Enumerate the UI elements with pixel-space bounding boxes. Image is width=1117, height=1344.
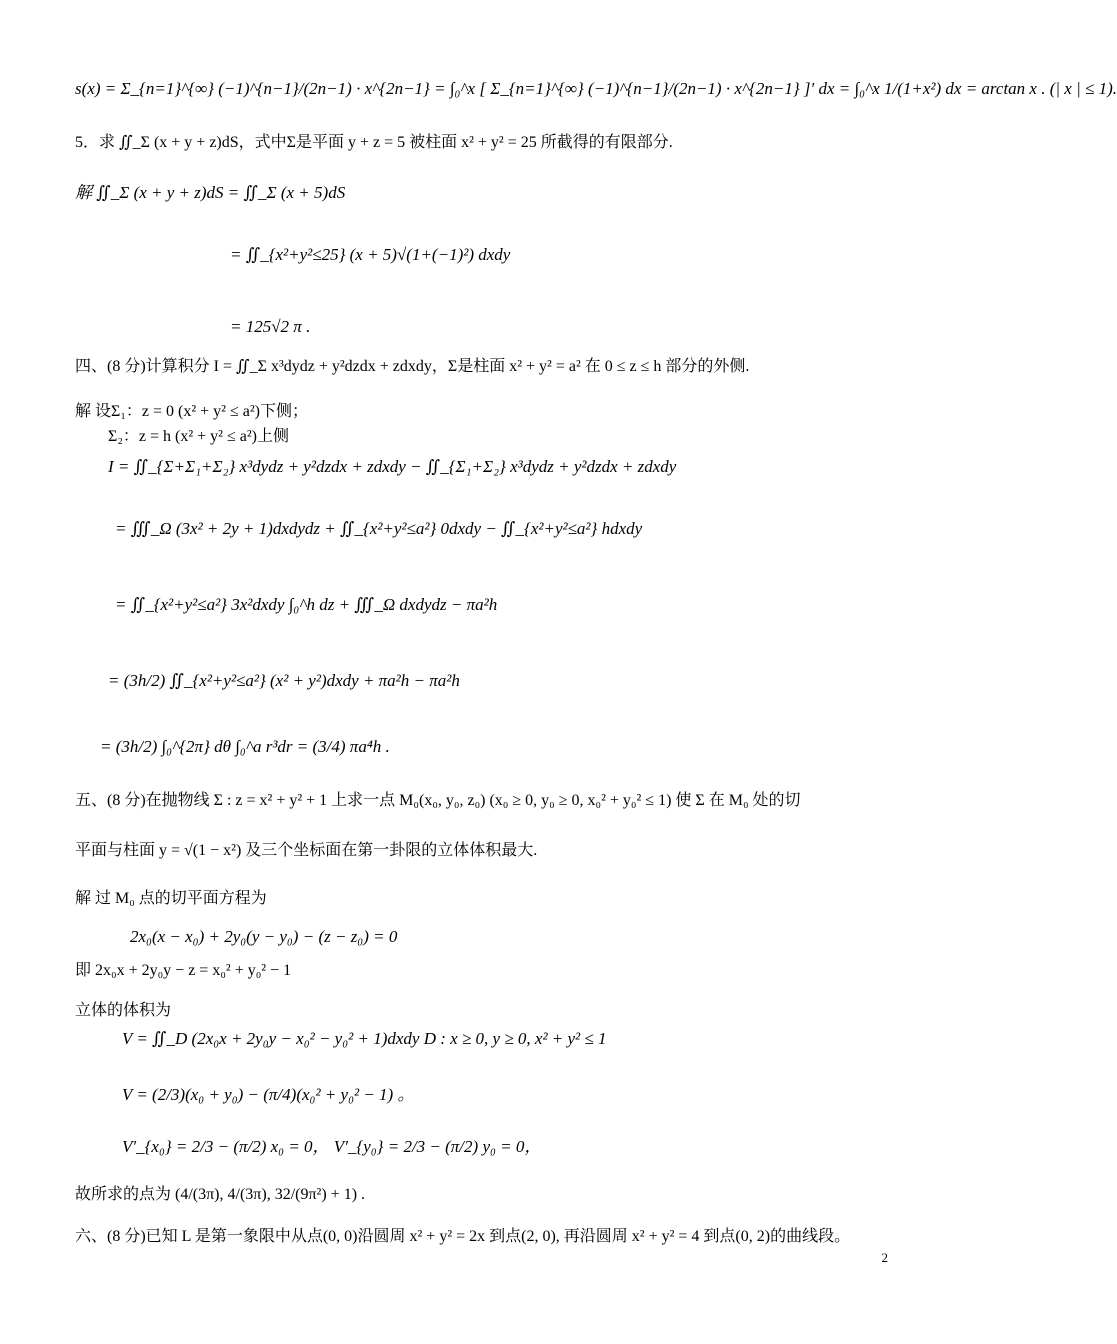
problem-5-solution-line-2: = ∬_{x²+y²≤25} (x + 5)√(1+(−1)²) dxdy <box>230 245 511 264</box>
problem-4-step-1: I = ∬_{Σ+Σ₁+Σ₂} x³dydz + y²dzdx + zdxdy − ∬_{Σ₁+Σ₂} x³dydz + y²dzdx + zdxdy <box>108 457 677 476</box>
problem-5b-statement-line-2: 平面与柱面 y = √(1 − x²) 及三个坐标面在第一卦限的立体体积最大. <box>75 842 538 859</box>
volume-integral: V = ∬_D (2x₀x + 2y₀y − x₀² − y₀² + 1)dxdy D : x ≥ 0, y ≥ 0, x² + y² ≤ 1 <box>122 1029 607 1048</box>
problem-4-step-5: = (3h/2) ∫₀^{2π} dθ ∫₀^a r³dr = (3/4) πa⁴h . <box>100 737 390 756</box>
tangent-plane-equation: 2x₀(x − x₀) + 2y₀(y − y₀) − (z − z₀) = 0 <box>130 927 398 946</box>
problem-5b-statement-line-1: 五、(8 分)在抛物线 Σ : z = x² + y² + 1 上求一点 M₀(x₀, y₀, z₀) (x₀ ≥ 0, y₀ ≥ 0, x₀² + y₀² ≤ 1) 使 Σ 在 M₀ 处的切 <box>75 792 801 809</box>
problem-6-statement: 六、(8 分)已知 L 是第一象限中从点(0, 0)沿圆周 x² + y² = 2x 到点(2, 0), 再沿圆周 x² + y² = 4 到点(0, 2)的曲线段。 <box>75 1228 851 1245</box>
problem-4-step-3: = ∬_{x²+y²≤a²} 3x²dxdy ∫₀^h dz + ∭_Ω dxdydz − πa²h <box>115 595 498 614</box>
problem-4-step-4: = (3h/2) ∬_{x²+y²≤a²} (x² + y²)dxdy + πa²h − πa²h <box>108 671 460 690</box>
problem-5b-solution-intro: 解 过 M₀ 点的切平面方程为 <box>75 890 267 907</box>
volume-formula: V = (2/3)(x₀ + y₀) − (π/4)(x₀² + y₀² − 1) 。 <box>122 1085 415 1104</box>
volume-label: 立体的体积为 <box>75 1002 172 1019</box>
tangent-plane-simplified: 即 2x₀x + 2y₀y − z = x₀² + y₀² − 1 <box>75 962 292 979</box>
problem-4-setup-sigma2: Σ₂：z = h (x² + y² ≤ a²)上侧 <box>108 428 289 445</box>
problem-4-setup-sigma1: 解 设Σ₁：z = 0 (x² + y² ≤ a²)下侧； <box>75 403 308 420</box>
page-number: 2 <box>881 1250 888 1265</box>
partial-derivatives: V′_{x₀} = 2/3 − (π/2) x₀ = 0， V′_{y₀} = 2/3 − (π/2) y₀ = 0， <box>122 1137 542 1156</box>
problem-5-solution-line-3: = 125√2 π . <box>230 317 311 336</box>
problem-5-solution-line-1: 解 ∬_Σ (x + y + z)dS = ∬_Σ (x + 5)dS <box>75 183 346 202</box>
answer-point: 故所求的点为 (4/(3π), 4/(3π), 32/(9π²) + 1) . <box>75 1186 366 1203</box>
problem-4-step-2: = ∭_Ω (3x² + 2y + 1)dxdydz + ∬_{x²+y²≤a²} 0dxdy − ∬_{x²+y²≤a²} hdxdy <box>115 519 643 538</box>
arctan-series-result: s(x) = Σ_{n=1}^{∞} (−1)^{n−1}/(2n−1) · x^{2n−1} = ∫₀^x [ Σ_{n=1}^{∞} (−1)^{n−1}/(2n−1) · x^{2n−1} ]′ dx = ∫₀^x 1/(1+x²) dx = arctan x . (| x | ≤ 1). <box>75 79 1117 98</box>
problem-5-statement: 5．求 ∬_Σ (x + y + z)dS，式中Σ是平面 y + z = 5 被柱面 x² + y² = 25 所截得的有限部分. <box>75 134 673 151</box>
problem-4-statement: 四、(8 分)计算积分 I = ∬_Σ x³dydz + y²dzdx + zdxdy，Σ是柱面 x² + y² = a² 在 0 ≤ z ≤ h 部分的外侧. <box>75 358 750 375</box>
